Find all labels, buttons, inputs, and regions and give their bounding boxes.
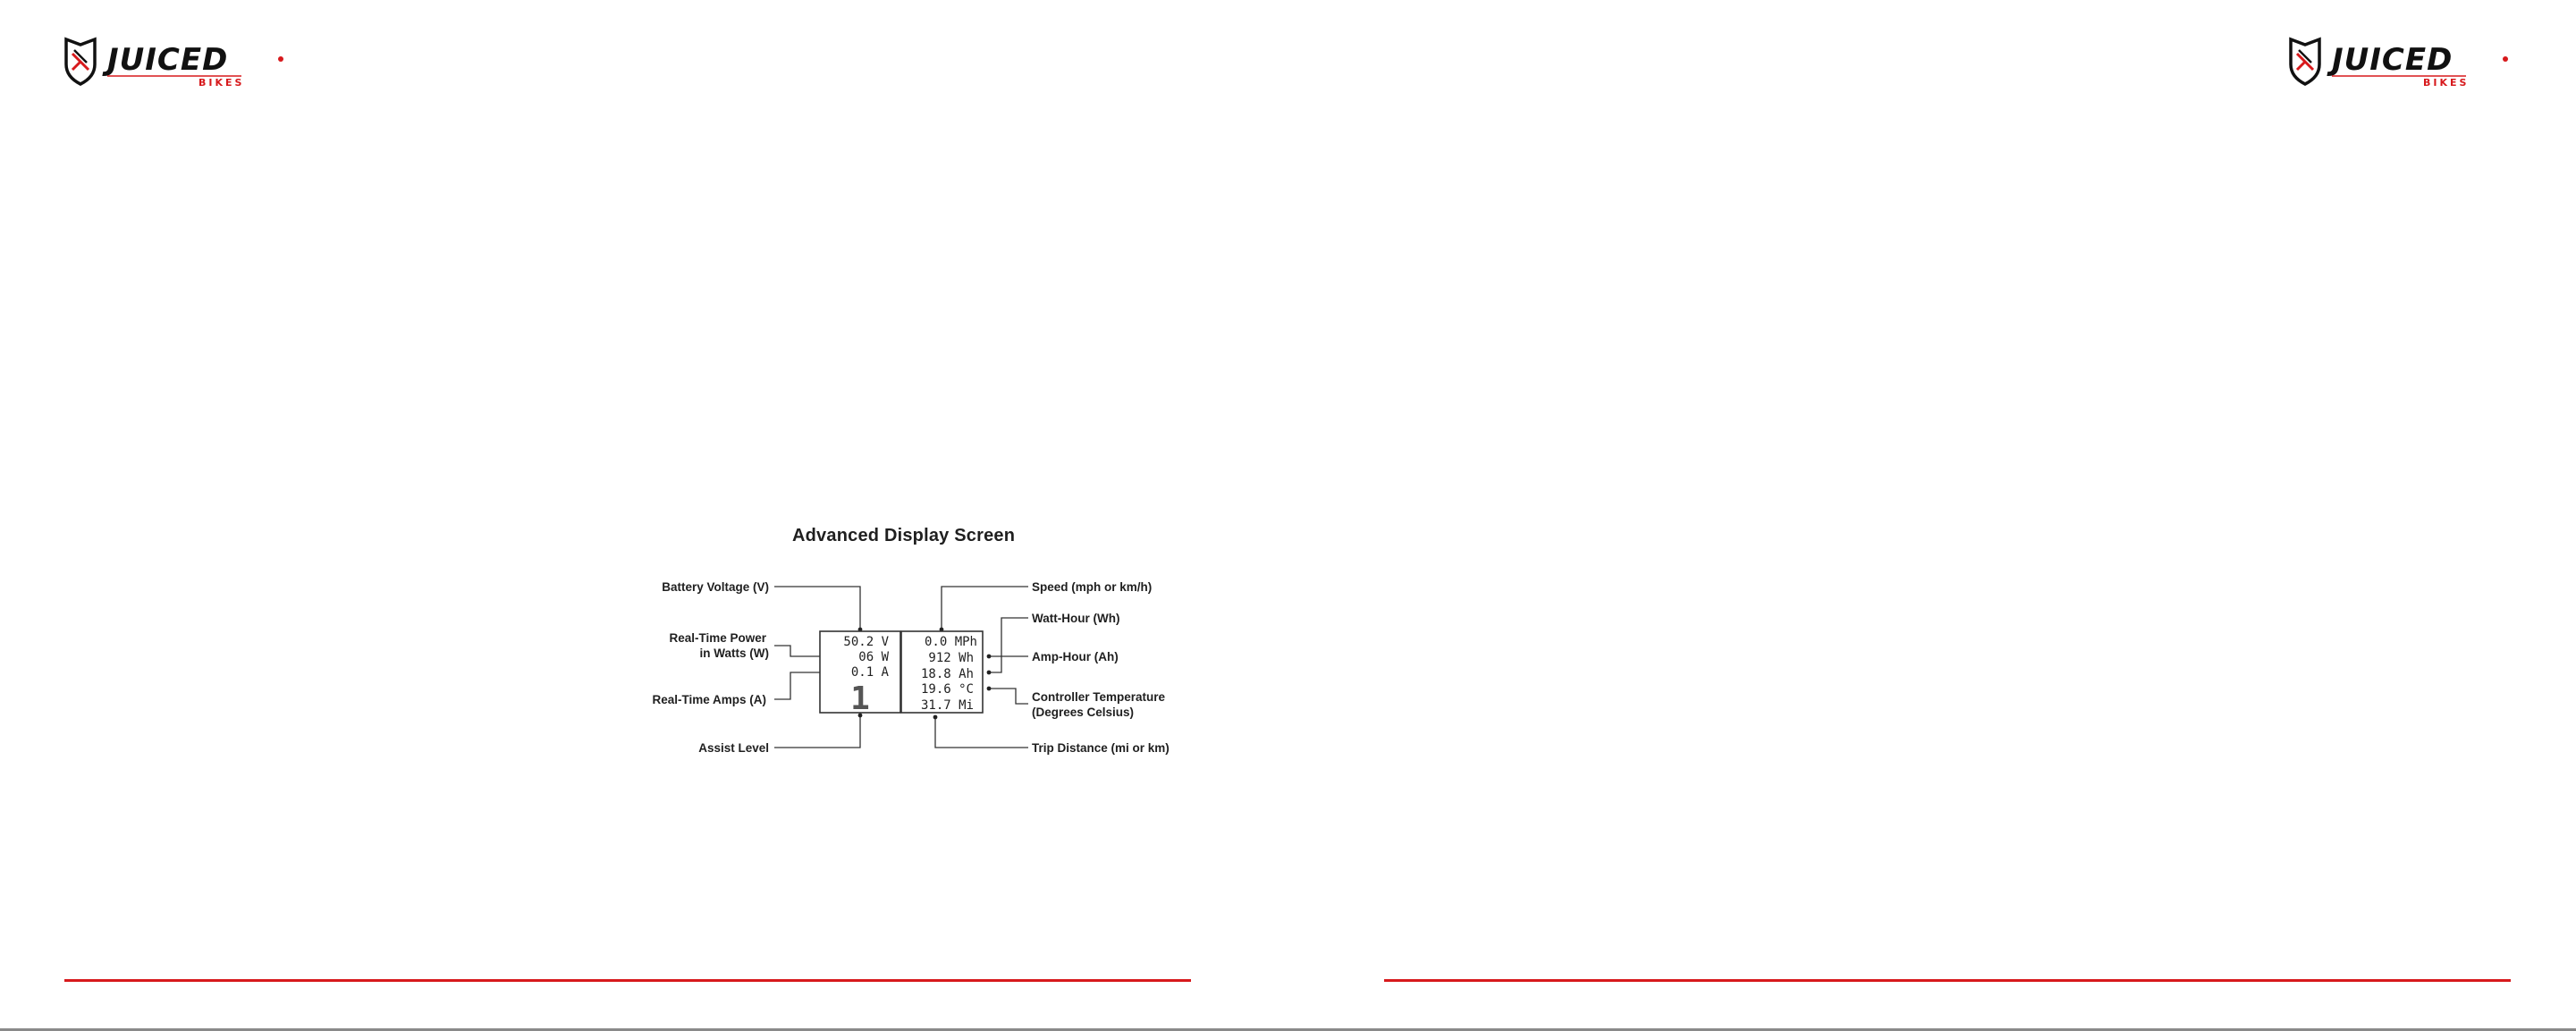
label-power-line1: Real-Time Power [669, 631, 766, 645]
label-assist-level: Assist Level [698, 741, 769, 755]
logo-subword: BIKES [198, 77, 245, 89]
logo-wordmark-right: JUICED [2332, 42, 2454, 78]
logo-wordmark: JUICED [107, 42, 229, 78]
label-battery-voltage: Battery Voltage (V) [662, 580, 769, 594]
footer-red-rule-left [64, 979, 1191, 982]
lcd-speed: 0.0 MPh [924, 635, 977, 649]
label-amp-hour: Amp-Hour (Ah) [1032, 650, 1119, 663]
lcd-power: 06 W [858, 650, 889, 664]
lcd-voltage: 50.2 V [843, 635, 889, 649]
label-speed: Speed (mph or km/h) [1032, 580, 1153, 594]
lcd-amps: 0.1 A [850, 665, 889, 680]
lcd-amp-hour: 18.8 Ah [920, 667, 974, 681]
label-amps: Real-Time Amps (A) [652, 693, 766, 706]
juiced-bikes-logo-right [2287, 34, 2511, 89]
logo-subword-right: BIKES [2423, 77, 2470, 89]
label-trip-distance: Trip Distance (mi or km) [1032, 741, 1170, 755]
label-watt-hour: Watt-Hour (Wh) [1032, 612, 1120, 625]
label-temp-line2: (Degrees Celsius) [1032, 706, 1135, 719]
footer-red-rule-right [1384, 979, 2511, 982]
right-page [1288, 0, 2576, 1031]
diagram-title: Advanced Display Screen [792, 526, 1016, 545]
label-power-line2: in Watts (W) [699, 646, 769, 660]
lcd-trip-distance: 31.7 Mi [920, 698, 974, 713]
label-temp-line1: Controller Temperature [1032, 690, 1166, 704]
lcd-temperature: 19.6 °C [920, 682, 974, 697]
lcd-assist-level: 1 [850, 680, 870, 717]
lcd-watt-hour: 912 Wh [928, 651, 974, 665]
